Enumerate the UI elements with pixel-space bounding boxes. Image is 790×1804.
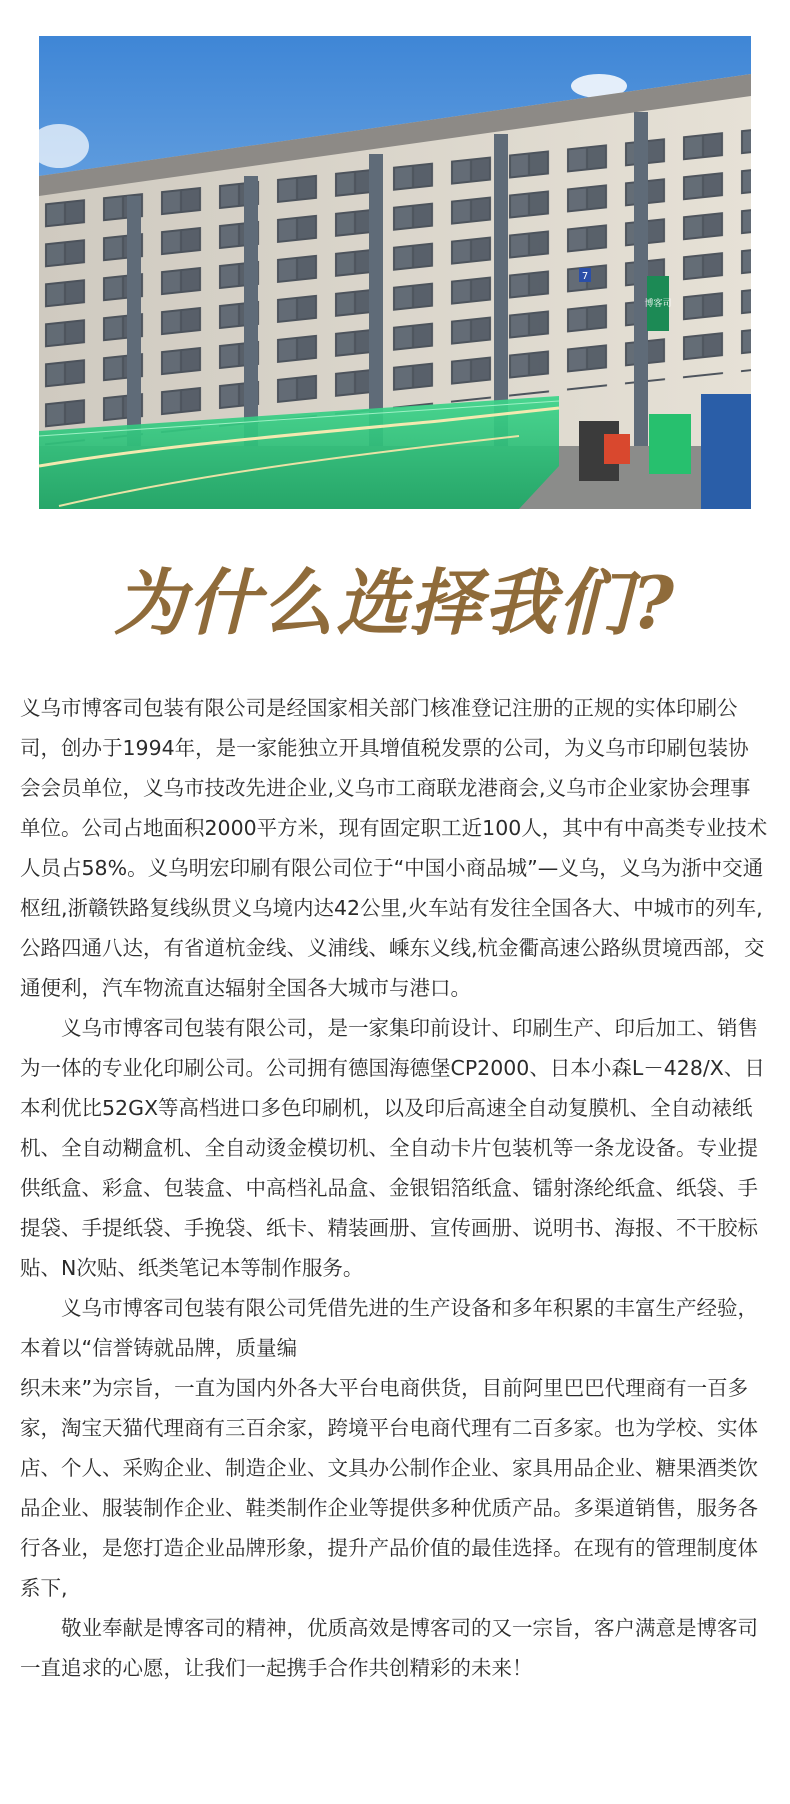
factory-photo [39, 36, 751, 509]
page-title: 为什么选择我们? [113, 560, 677, 645]
paragraph-intro: 义乌市博客司包装有限公司是经国家相关部门核准登记注册的正规的实体印刷公司，创办于1994年，是一家能独立开具增值税发票的公司，为义乌市印刷包装协会会员单位，义乌市技改先进企业,义乌市工商联龙港商会,义乌市企业家协会理事单位。公司占地面积2000平方米，现有固定职工近100人，其中有中高类专业技术人员占58%。义乌明宏印刷有限公司位于“中国小商品城”—义乌，义乌为浙中交通枢纽,浙赣铁路复线纵贯义乌境内达42公里,火车站有发往全国各大、中城市的列车,公路四通八达，有省道杭金线、义浦线、嵊东义线,杭金衢高速公路纵贯境西部，交通便利，汽车物流直达辐射全国各大城市与港口。 [20, 696, 768, 1000]
paragraph-closing: 敬业奉献是博客司的精神，优质高效是博客司的又一宗旨，客户满意是博客司一直追求的心愿，让我们一起携手合作共创精彩的未来！ [20, 1616, 758, 1680]
article-body [20, 688, 768, 1688]
paragraph-business: 义乌市博客司包装有限公司，是一家集印前设计、印刷生产、印后加工、销售为一体的专业化印刷公司。公司拥有德国海德堡CP2000、日本小森L－428/X、日本利优比52GX等高档进口多色印刷机，以及印后高速全自动复膜机、全自动裱纸机、全自动糊盒机、全自动烫金模切机、全自动卡片包装机等一条龙设备。专业提供纸盒、彩盒、包装盒、中高档礼品盒、金银铝箔纸盒、镭射涤纶纸盒、纸袋、手提袋、手提纸袋、手挽袋、纸卡、精装画册、宣传画册、说明书、海报、不干胶标贴、N次贴、纸类笔记本等制作服务。 [20, 1016, 765, 1280]
paragraph-experience: 义乌市博客司包装有限公司凭借先进的生产设备和多年积累的丰富生产经验，本着以“信誉铸就品牌，质量编 [20, 1296, 758, 1360]
paragraph-customers: 织未来”为宗旨，一直为国内外各大平台电商供货，目前阿里巴巴代理商有一百多家，淘宝天猫代理商有三百余家，跨境平台电商代理有二百多家。也为学校、实体店、个人、采购企业、制造企业、文具办公制作企业、家具用品企业、糖果酒类饮品企业、服装制作企业、鞋类制作企业等提供多种优质产品。多渠道销售，服务各行各业，是您打造企业品牌形象，提升产品价值的最佳选择。在现有的管理制度体系下, [20, 1376, 758, 1600]
building-number: 7 [581, 271, 589, 282]
building-sign: 博客司 [644, 299, 672, 309]
